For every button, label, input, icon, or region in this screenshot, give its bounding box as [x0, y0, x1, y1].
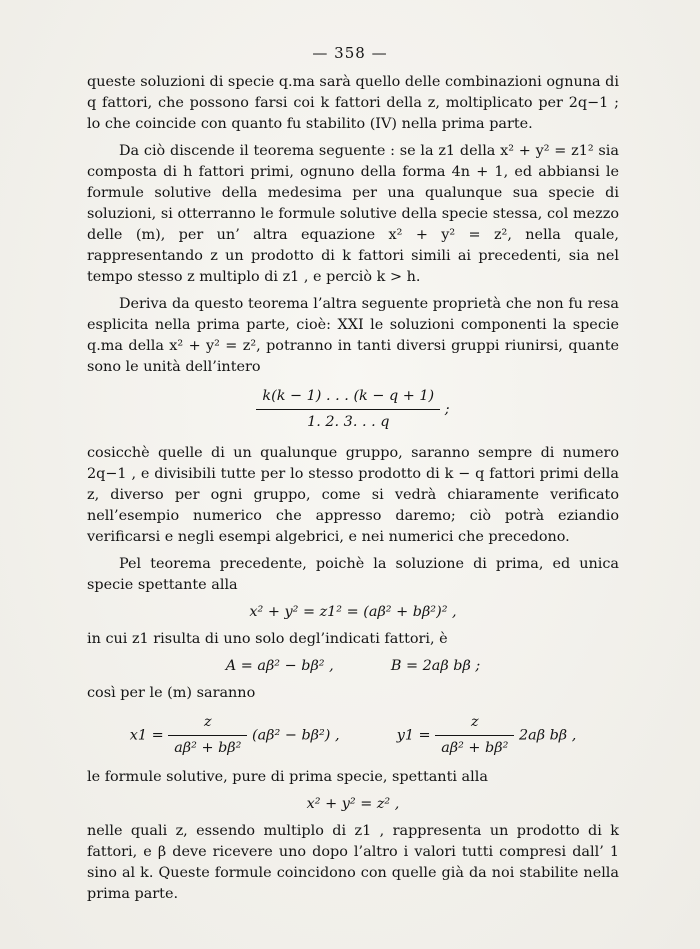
page-number: — 358 —	[312, 44, 388, 62]
formula-a: A = aβ² − bβ² ,	[225, 658, 334, 674]
x1-lhs: x1 =	[129, 727, 164, 744]
formula-tail: ;	[444, 401, 450, 418]
formula-pythagorean-z1: x² + y² = z1² = (aβ² + bβ²)² ,	[249, 604, 457, 620]
paragraph-9: nelle quali z, essendo multiplo di z1 , rappresenta un prodotto di k fattori, e β deve ricevere uno dopo l’altro i valori tutti compresi dall’ 1 sino al k. Queste formule coincidono con quelle già da noi stabilite nella prima parte.	[87, 823, 619, 902]
y1-lhs: y1 =	[396, 727, 431, 744]
paragraph-6: in cui z1 risulta di uno solo degl’indicati fattori, è	[87, 631, 448, 647]
formula-a-b	[87, 656, 619, 677]
x1-fraction	[168, 712, 247, 759]
paragraph-4: cosicchè quelle di un qualunque gruppo, saranno sempre di numero 2q−1 , e divisibili tutte per lo stesso prodotto di k − q fattori primi della z, diverso per ogni gruppo, come si vedrà chiaramente verificato nell’esempio numerico che appresso daremo; ciò potrà eziandio verificarsi e negli esempi algebrici, e nei numerici che precedono.	[87, 445, 619, 545]
combinations-fraction	[256, 386, 440, 433]
paragraph-5: Pel teorema precedente, poichè la soluzione di prima, ed unica specie spettante alla	[87, 556, 619, 593]
fraction-denominator: 1. 2. 3. . . q	[307, 414, 390, 430]
y1-numerator: z	[435, 712, 514, 736]
y1-rhs: 2aβ bβ ,	[518, 727, 577, 744]
paragraph-2: Da ciò discende il teorema seguente : se la z1 della x² + y² = z1² sia composta di h fattori primi, ognuno della forma 4n + 1, ed abbiansi le formule solutive della medesima per una qualunque sua specie di soluzioni, si otterranno le formule solutive della specie stessa, col mezzo delle (m), per un’ altra equazione x² + y² = z², nella quale, rappresentando z un prodotto di k fattori simili ai precedenti, sia nel tempo stesso z multiplo di z1 , e perciò k > h.	[87, 143, 619, 285]
formula-combinations	[87, 386, 619, 433]
paragraph-1: queste soluzioni di specie q.ma sarà quello delle combinazioni ognuna di q fattori, che possono farsi coi k fattori della z, moltiplicato per 2q−1 ; lo che coincide con quanto fu stabilito (IV) nella prima parte.	[87, 74, 619, 132]
y1-fraction	[435, 712, 514, 759]
x1-numerator: z	[168, 712, 247, 736]
paragraph-7: così per le (m) saranno	[87, 685, 256, 701]
y1-denominator: aβ² + bβ²	[441, 740, 509, 756]
formula-pythagorean-z: x² + y² = z² ,	[306, 796, 400, 812]
page-body	[87, 72, 619, 905]
x1-denominator: aβ² + bβ²	[174, 740, 242, 756]
x1-rhs: (aβ² − bβ²) ,	[251, 727, 340, 744]
fraction-numerator: k(k − 1) . . . (k − q + 1)	[256, 386, 440, 410]
formula-b: B = 2aβ bβ ;	[390, 658, 481, 674]
paragraph-3: Deriva da questo teorema l’altra seguente proprietà che non fu resa esplicita nella prima parte, cioè: XXI le soluzioni componenti la specie q.ma della x² + y² = z², potranno in tanti diversi gruppi riunirsi, quante sono le unità dell’intero	[87, 296, 619, 375]
formula-x1-y1	[87, 712, 619, 759]
paragraph-8: le formule solutive, pure di prima specie, spettanti alla	[87, 769, 488, 785]
